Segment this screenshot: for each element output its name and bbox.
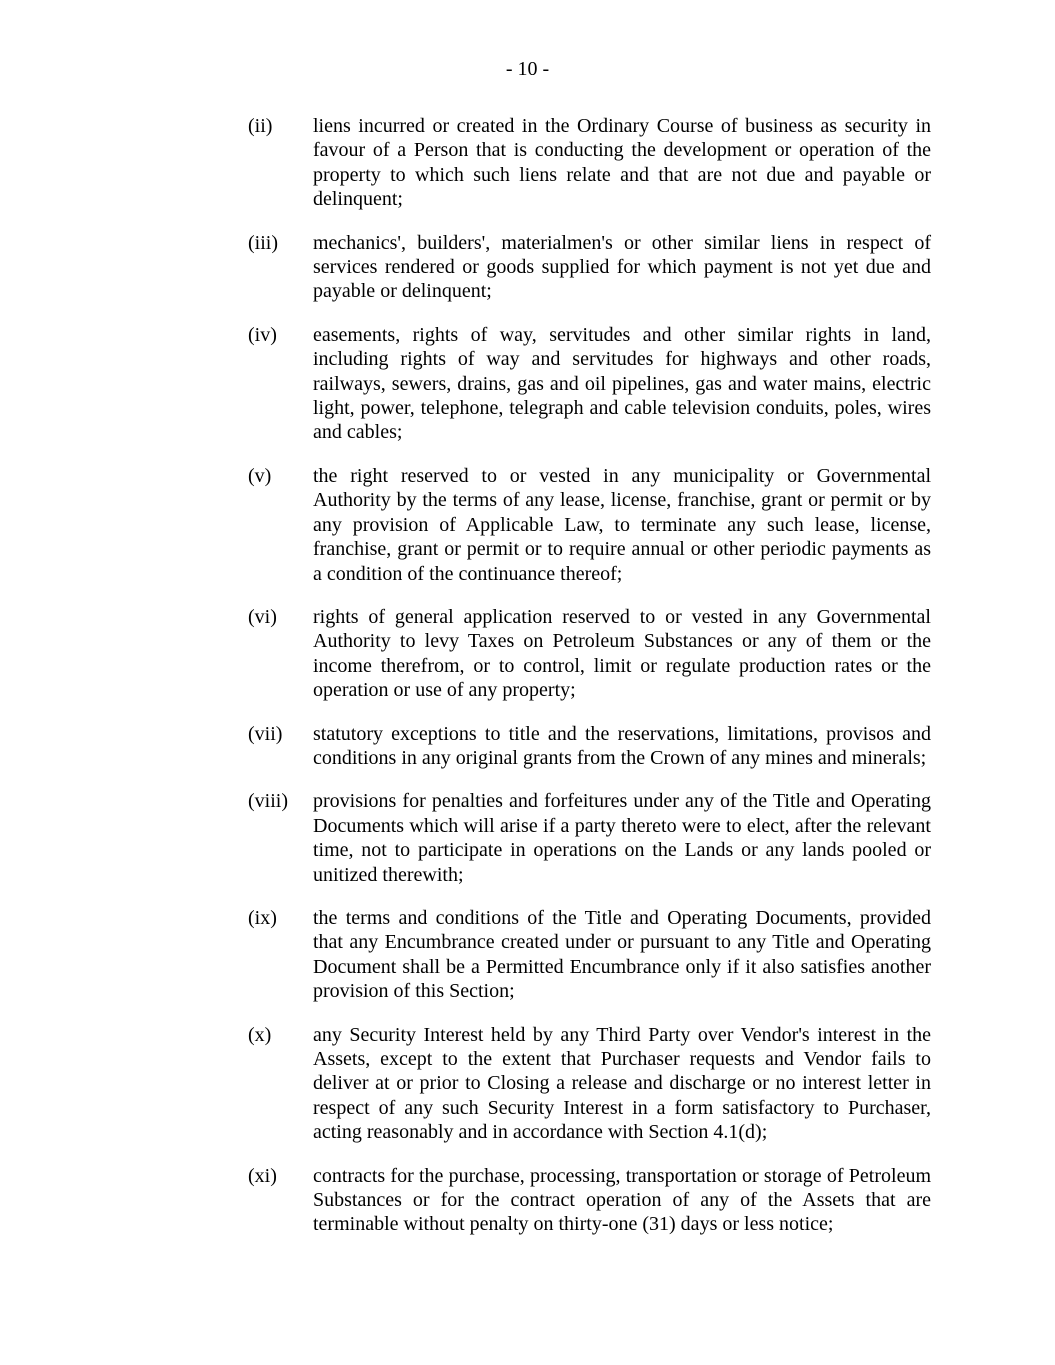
clause-item [248, 906, 931, 1004]
clause-label: (iii) [248, 231, 278, 254]
clause-label: (vii) [248, 722, 283, 745]
clause-label: (vi) [248, 605, 277, 628]
clause-item [248, 1164, 931, 1237]
clause-text: mechanics', builders', materialmen's or other similar liens in respect of services rendered or goods supplied for which payment is not yet due and payable or delinquent; [313, 231, 931, 303]
clause-text: provisions for penalties and forfeitures under any of the Title and Operating Documents which will arise if a party thereto were to elect, after the relevant time, not to participate in operations on the Lands or any lands pooled or unitized therewith; [313, 790, 931, 886]
clause-text: statutory exceptions to title and the reservations, limitations, provisos and conditions in any original grants from the Crown of any mines and minerals; [313, 722, 931, 769]
clause-text: the terms and conditions of the Title and Operating Documents, provided that any Encumbrance created under or pursuant to any Title and Operating Document shall be a Permitted Encumbrance only if it also satisfies another provision of this Section; [313, 906, 931, 1003]
clause-text: any Security Interest held by any Third Party over Vendor's interest in the Assets, except to the extent that Purchaser requests and Vendor fails to deliver at or prior to Closing a release and discharge or no interest letter in respect of any such Security Interest in a form satisfactory to Purchaser, acting reasonably and in accordance with Section 4.1(d); [313, 1023, 931, 1144]
clause-item [248, 605, 931, 703]
clause-label: (ix) [248, 906, 277, 929]
clause-text: contracts for the purchase, processing, transportation or storage of Petroleum Substances or for the contract operation of any of the Assets that are terminable without penalty on thirty-one (31) days or less notice; [313, 1164, 931, 1236]
clause-label: (x) [248, 1023, 272, 1046]
clause-text: easements, rights of way, servitudes and other similar rights in land, including rights of way and servitudes for highways and other roads, railways, sewers, drains, gas and oil pipelines, gas and water mains, electric light, power, telephone, telegraph and cable television conduits, poles, wires and cables; [313, 323, 931, 444]
clause-label: (xi) [248, 1164, 277, 1187]
clause-label: (viii) [248, 790, 288, 813]
clause-item [248, 323, 931, 445]
clause-text: the right reserved to or vested in any municipality or Governmental Authority by the terms of any lease, license, franchise, grant or permit or by any provision of Applicable Law, to terminate any such lease, license, franchise, grant or permit or to require annual or other periodic payments as a condition of the continuance thereof; [313, 464, 931, 585]
clause-list [248, 114, 931, 1237]
clause-item [248, 114, 931, 212]
clause-item [248, 231, 931, 304]
clause-text: liens incurred or created in the Ordinary Course of business as security in favour of a Person that is conducting the development or operation of the property to which such liens relate and that are not due and payable or delinquent; [313, 115, 931, 211]
clause-label: (iv) [248, 323, 277, 346]
page-number: - 10 - [505, 58, 550, 80]
clause-item [248, 722, 931, 771]
clause-item [248, 464, 931, 586]
clause-item [248, 1023, 931, 1145]
clause-label: (v) [248, 464, 272, 487]
clause-label: (ii) [248, 115, 273, 137]
clause-item [248, 789, 931, 887]
clause-text: rights of general application reserved to or vested in any Governmental Authority to levy Taxes on Petroleum Substances or any of them or the income therefrom, or to control, limit or regulate production rates or the operation or use of any property; [313, 605, 931, 702]
